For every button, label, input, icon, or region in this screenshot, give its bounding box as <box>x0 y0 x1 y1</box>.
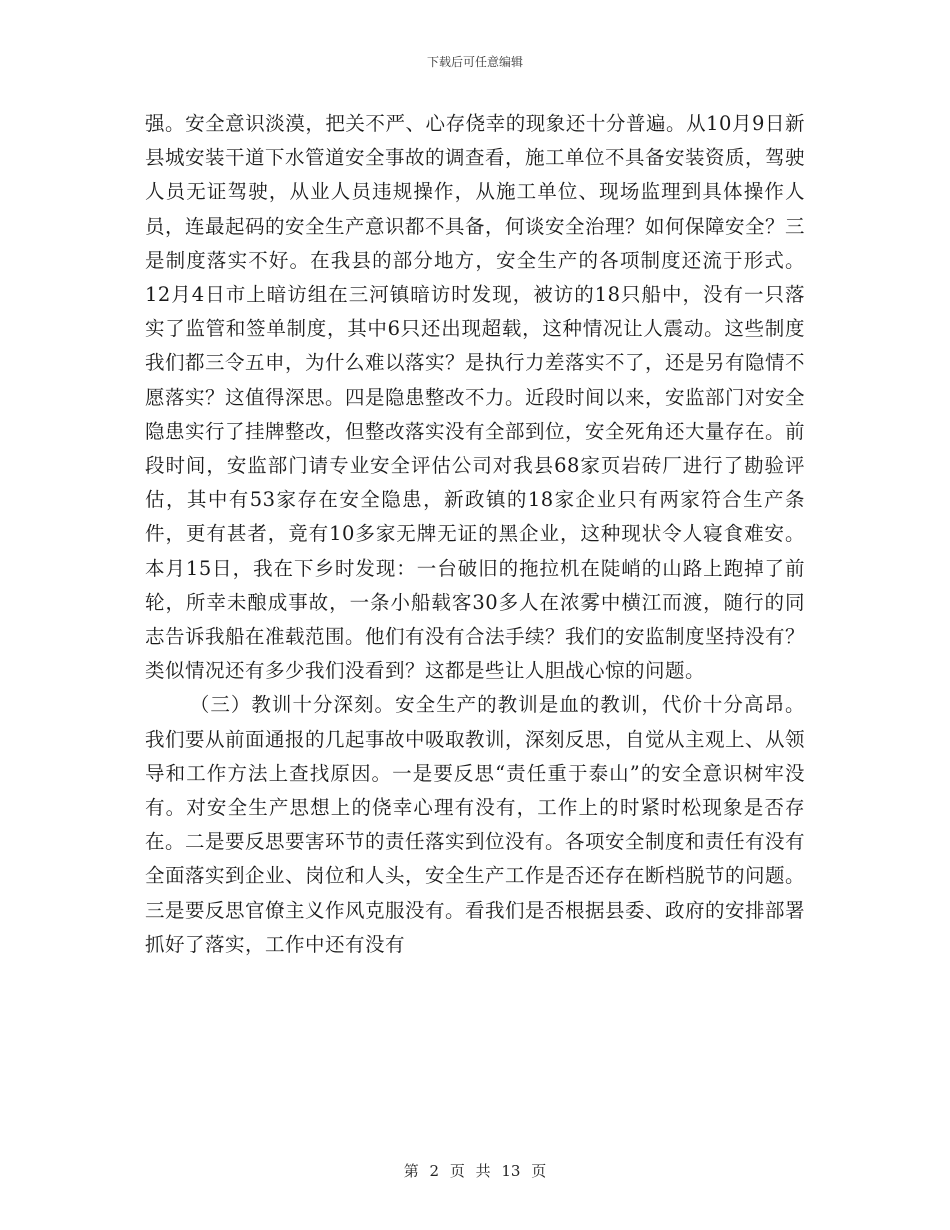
document-body <box>145 107 805 962</box>
page-footer: 第 2 页 共 13 页 <box>403 1162 547 1180</box>
paragraph-lessons: （三）教训十分深刻。安全生产的教训是血的教训，代价十分高昂。我们要从前面通报的几起事故中吸取教训，深刻反思，自觉从主观上、从领导和工作方法上查找原因。一是要反思“责任重于泰山”的安全意识树牢没有。对安全生产思想上的侥幸心理有没有，工作上的时紧时松现象是否存在。二是要反思要害环节的责任落实到位没有。各项安全制度和责任有没有全面落实到企业、岗位和人头，安全生产工作是否还存在断档脱节的问题。三是要反思官僚主义作风克服没有。看我们是否根据县委、政府的安排部署抓好了落实，工作中还有没有 <box>145 693 806 956</box>
page-header: 下载后可任意编辑 <box>426 55 523 69</box>
paragraph-continued: 强。安全意识淡漠，把关不严、心存侥幸的现象还十分普遍。从10月9日新县城安装干道下水管道安全事故的调查看，施工单位不具备安装资质，驾驶人员无证驾驶，从业人员违规操作，从施工单位、现场监理到具体操作人员，连最起码的安全生产意识都不具备，何谈安全治理？如何保障安全？三是制度落实不好。在我县的部分地方，安全生产的各项制度还流于形式。12月4日市上暗访组在三河镇暗访时发现，被访的18只船中，没有一只落实了监管和签单制度，其中6只还出现超载，这种情况让人震动。这些制度我们都三令五申，为什么难以落实？是执行力差落实不了，还是另有隐情不愿落实？这值得深思。四是隐患整改不力。近段时间以来，安监部门对安全隐患实行了挂牌整改，但整改落实没有全部到位，安全死角还大量存在。前段时间，安监部门请专业安全评估公司对我县68家页岩砖厂进行了勘验评估，其中有53家存在安全隐患，新政镇的18家企业只有两家符合生产条件，更有甚者，竟有10多家无牌无证的黑企业，这种现状令人寝食难安。本月15日，我在下乡时发现：一台破旧的拖拉机在陡峭的山路上跑掉了前轮，所幸未酿成事故，一条小船载客30多人在浓雾中横江而渡，随行的同志告诉我船在准载范围。他们有没有合法手续？我们的安监制度坚持没有？类似情况还有多少我们没看到？这都是些让人胆战心惊的问题。 <box>145 112 806 683</box>
